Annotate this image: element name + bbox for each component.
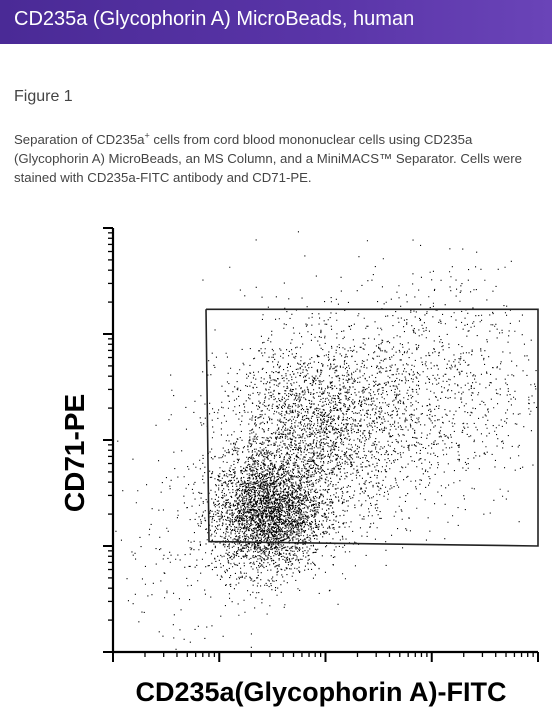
caption-text-1: Separation of CD235a <box>14 132 145 147</box>
page-title: CD235a (Glycophorin A) MicroBeads, human <box>14 8 415 30</box>
y-axis-label: CD71-PE <box>59 393 90 513</box>
points-layer <box>115 231 537 650</box>
page-header <box>0 0 552 44</box>
figure-label: Figure 1 <box>14 88 73 105</box>
x-axis-label: CD235a(Glycophorin A)-FITC <box>135 677 507 707</box>
figure-caption <box>14 130 542 187</box>
caption-superscript: + <box>144 130 150 141</box>
scatter-points <box>115 231 537 650</box>
caption-text-2: cells from cord blood mononuclear cells using CD235a (Glycophorin A) MicroBeads, an MS Column, and a MiniMACS™ Separator. Cells were stained with CD235a-FITC antibody and CD71-PE. <box>14 132 522 185</box>
chart-container <box>0 210 552 709</box>
scatter-chart <box>0 210 552 709</box>
